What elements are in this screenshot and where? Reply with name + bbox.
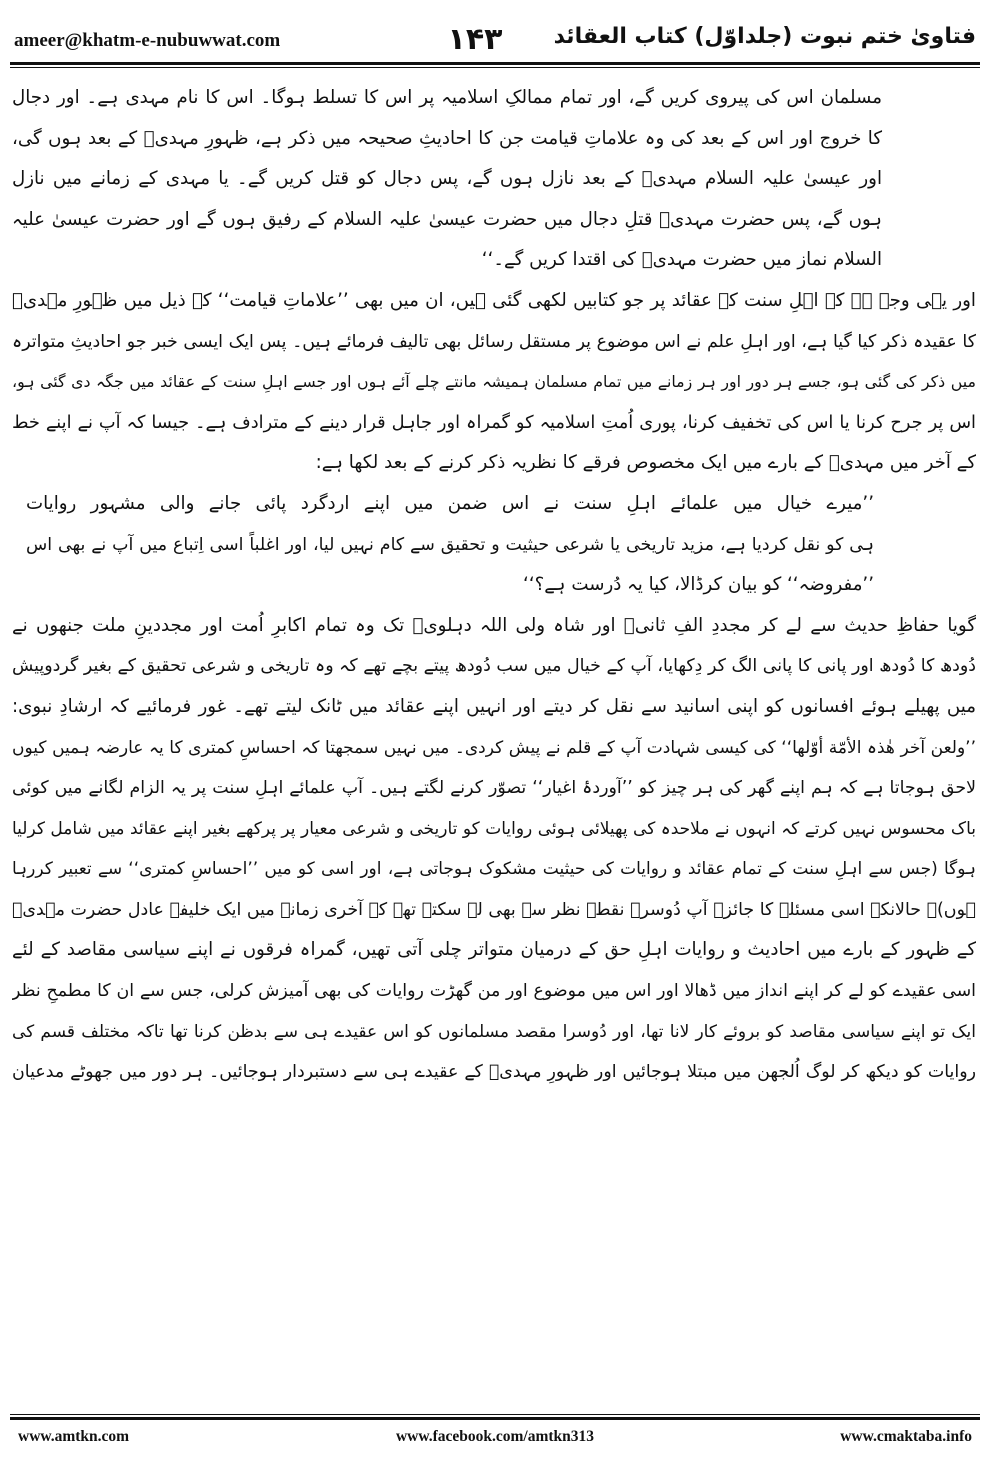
header-email: ameer@khatm-e-nubuwwat.com — [14, 30, 281, 51]
text-line: گویا حفاظِ حدیث سے لے کر مجددِ الفِ ثانیؒ اور شاہ ولی اللہ دہلویؒ تک وہ تمام اکابرِ اُمت اور مجددینِ ملت جنھوں نے — [12, 614, 976, 636]
text-line: مسلمان اس کی پیروی کریں گے، اور تمام ممالکِ اسلامیہ پر اس کا تسلط ہوگا۔ اس کا نام مہدی ہے۔ اور دجال — [12, 87, 882, 108]
quote-line: ’’میرے خیال میں علمائے اہلِ سنت نے اس ضمن میں اپنے اردگرد پائی جانے والی مشہور روایات — [26, 492, 874, 514]
text-line: لاحق ہوجاتا ہے کہ ہم اپنے گھر کی ہر چیز کو ’’آوردۂ اغیار‘‘ تصوّر کرنے لگتے ہیں۔ آپ علمائے اہلِ سنت پر یہ الزام لگانے میں کوئی — [12, 778, 976, 799]
page-number: ۱۴۳ — [447, 22, 503, 57]
text-line: ایک تو اپنے سیاسی مقاصد کو بروئے کار لانا تھا، اور دُوسرا مقصد مسلمانوں کو اس عقیدے ہی سے بدظن کرنا تھا تاکہ مختلف قسم کی — [12, 1021, 976, 1042]
text-line: اسی عقیدے کو لے کر اپنے انداز میں ڈھالا اور اس میں موضوع اور من گھڑت روایات کی بھی آمیزش کرلی، جس سے ان کا مطمحِ نظر — [12, 981, 976, 1002]
text-line: السلام نماز میں حضرت مہدیؒ کی اقتدا کریں گے۔‘‘ — [481, 249, 882, 271]
footer-link-facebook[interactable]: www.facebook.com/amtkn313 — [395, 1428, 595, 1445]
page-body — [12, 78, 976, 1406]
text-line: میں پھیلے ہوئے افسانوں کو اپنی اسانید سے نقل کر دیتے اور انہیں اپنے عقائد میں ٹانک لیتے تھے۔ غور فرمائیے کہ ارشادِ نبوی: — [12, 695, 976, 717]
quote-line: ’’مفروضہ‘‘ کو بیان کرڈالا، کیا یہ دُرست ہے؟‘‘ — [523, 574, 874, 596]
header-rule — [10, 62, 980, 68]
text-line: کے آخر میں مہدیؒ کے بارے میں ایک مخصوص فرقے کا نظریہ ذکر کرنے کے بعد لکھا ہے: — [315, 452, 976, 474]
text-line: ہوں گے، پس حضرت مہدیؒ قتلِ دجال میں حضرت عیسیٰ علیہ السلام کے رفیق ہوں گے اور حضرت عیسیٰ علیہ — [12, 208, 882, 230]
footer-rule — [10, 1414, 980, 1420]
text-line: اور یہی وجہ ہے کہ اہلِ سنت کے عقائد پر جو کتابیں لکھی گئی ہیں، ان میں بھی ’’علاماتِ قیامت‘‘ کے ذیل میں ظہورِ مہدیؒ — [12, 289, 976, 311]
text-line: میں ذکر کی گئی ہو، جسے ہر دور اور ہر زمانے میں تمام مسلمان ہمیشہ مانتے چلے آئے ہوں اور جسے اہلِ سنت کے عقائد میں جگہ دی گئی ہو، — [12, 372, 976, 392]
text-line: کا خروج اور اس کے بعد کی وہ علاماتِ قیامت جن کا احادیثِ صحیحہ میں ذکر ہے، ظہورِ مہدیؒ کے بعد ہوں گی، — [12, 127, 882, 149]
text-line: اس پر جرح کرنا یا اس کی تخفیف کرنا، پوری اُمتِ اسلامیہ کو گمراہ اور جاہل قرار دینے کے مترادف ہے۔ جیسا کہ آپ نے اپنے خط — [12, 411, 976, 433]
text-line: روایات کو دیکھ کر لوگ اُلجھن میں مبتلا ہوجائیں اور ظہورِ مہدیؒ کے عقیدے ہی سے دستبردار ہوجائیں۔ ہر دور میں جھوٹے مدعیان — [12, 1062, 976, 1083]
footer-link-cmaktaba[interactable]: www.cmaktaba.info — [840, 1428, 972, 1445]
text-line: دُودھ کا دُودھ اور پانی کا پانی الگ کر دِکھایا، آپ کے خیال میں سب دُودھ پیتے بچے تھے کہ وہ تاریخی و شرعی تحقیق کے بغیر گردوپیش — [12, 656, 976, 677]
book-title: فتاویٰ ختم نبوت (جلداوّل) کتاب العقائد — [553, 24, 976, 49]
text-line: ہوگا (جس سے اہلِ سنت کے تمام عقائد و روایات کی حیثیت مشکوک ہوجاتی ہے، اور اسی کو میں ’’احساسِ کمتری‘‘ سے تعبیر کررہا — [12, 859, 976, 880]
page-footer — [0, 1424, 990, 1454]
text-line: باک محسوس نہیں کرتے کہ انہوں نے ملاحدہ کی پھیلائی ہوئی روایات کو تاریخی و شرعی معیار پر پرکھے بغیر اپنے عقائد میں شامل کرلیا — [12, 818, 976, 839]
text-line: ’’ولعن آخر ھٰذہ الأمّة أوّلها‘‘ کی کیسی شہادت آپ کے قلم نے پیش کردی۔ میں نہیں سمجھتا کہ احساسِ کمتری کا یہ عارضہ ہمیں کیوں — [12, 737, 976, 758]
text-line: کے ظہور کے بارے میں احادیث و روایات اہلِ حق کے درمیان متواتر چلی آتی تھیں، گمراہ فرقوں نے اپنے سیاسی مقاصد کے لئے — [12, 939, 976, 961]
quote-line: ہی کو نقل کردیا ہے، مزید تاریخی یا شرعی حیثیت و تحقیق سے کام نہیں لیا، اور اغلباً اسی اِتباع میں آپ نے بھی اس — [26, 534, 874, 555]
text-line: ہوں)۔ حالانکہ اسی مسئلے کا جائزہ آپ دُوسرے نقطۂ نظر سے بھی لے سکتے تھے کہ آخری زمانے میں ایک خلیفۂ عادل حضرت مہدیؒ — [12, 899, 976, 920]
page-header — [0, 0, 990, 70]
text-line: کا عقیدہ ذکر کیا گیا ہے، اور اہلِ علم نے اس موضوع پر مستقل رسائل بھی تالیف فرمائے ہیں۔ پس ایک ایسی خبر جو احادیثِ متواترہ — [12, 331, 976, 352]
footer-link-amtkn[interactable]: www.amtkn.com — [18, 1428, 130, 1445]
text-line: اور عیسیٰ علیہ السلام مہدیؒ کے بعد نازل ہوں گے، پس دجال کو قتل کریں گے۔ یا مہدی کے زمانے میں نازل — [12, 168, 882, 190]
